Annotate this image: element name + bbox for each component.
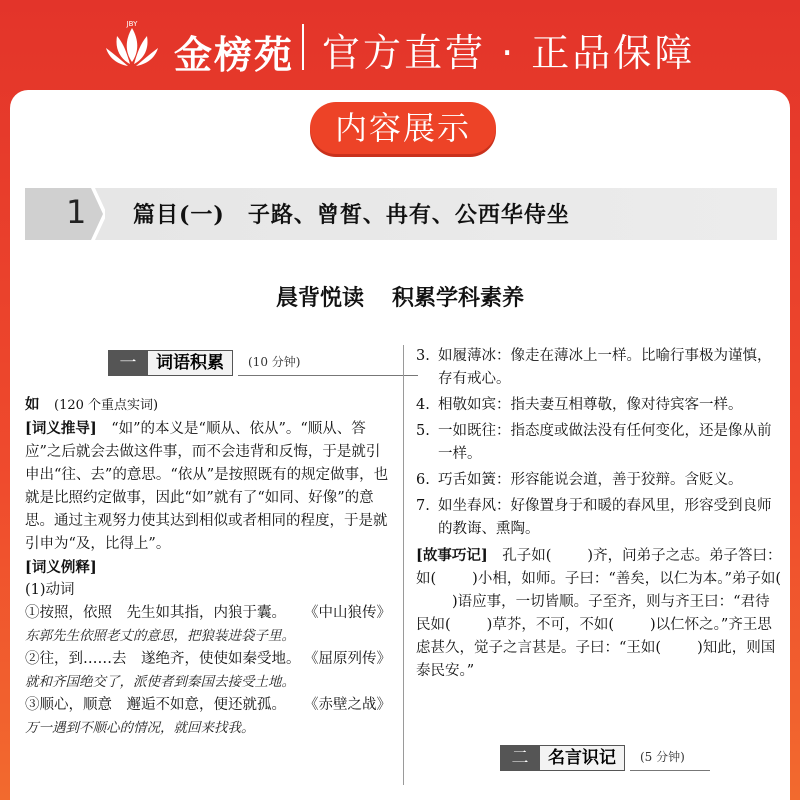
story-paragraph: [故事巧记] 孔子如( )齐，问弟子之志。弟子答曰：如( )小相，如师。子曰：“善矣，以仁为本。”弟子如()语应事，一切皆顺。子至齐，则与齐王曰：“君待民如( )草芥，不可，不如( )以仁怀之。”齐王思虑甚久，觉子之言甚是。子曰：“王如( )知此，则国泰民安。”: [416, 547, 782, 679]
part-one-rule: [238, 375, 418, 376]
part-one-time: (10 分钟): [248, 355, 301, 369]
example-2-translation: 就和齐国绝交了，派使者到秦国去接受土地。: [25, 674, 295, 690]
brand-logo-icon: [103, 18, 161, 70]
store-header: [0, 0, 800, 92]
tag-meaning-derivation: [词义推导]: [25, 420, 97, 437]
example-1-translation: 东郭先生依照老丈的意思，把狼装进袋子里。: [25, 628, 295, 644]
tag-meaning-examples: [词义例释]: [25, 559, 97, 576]
derivation-text: “如”的本义是“顺从、依从”。“顺从、答应”之后就会去做这件事，而不会违背和反悔，于是就引申出“往、去”的意思。“依从”是按照既有的规定做事，也就是比照约定做事，因此“如”就有了“如同、好像”的意思。通过主观努力使其达到相似或者相同的程度，于是就引申为“及，比得上”。: [25, 421, 389, 552]
idiom-item: 4. 相敬如宾：指夫妻互相尊敬，像对待宾客一样。: [416, 397, 743, 413]
chapter-number: 1: [66, 193, 87, 231]
key-word-note: (120 个重点实词): [54, 398, 159, 413]
part-two-title: 名言识记: [540, 745, 625, 771]
part-two-label: [500, 745, 730, 771]
left-column: [25, 393, 391, 740]
key-word: 如: [25, 396, 40, 413]
part-two-time: (5 分钟): [640, 750, 685, 764]
store-slogan: 官方直营 · 正品保障: [322, 31, 696, 75]
example-3-translation: 万一遇到不顺心的情况，就回来找我。: [25, 720, 255, 736]
section-title: [0, 281, 800, 312]
idiom-item: 7. 如坐春风：好像置身于和暖的春风里，形容受到良师的教诲、熏陶。: [416, 498, 772, 537]
right-column: [416, 345, 782, 683]
example-2-source: 《屈原列传》: [304, 651, 391, 667]
chapter-title: 篇目(一) 子路、曾皙、冉有、公西华侍坐: [133, 202, 570, 228]
part-two-rule: [630, 770, 710, 771]
part-one-label: [108, 350, 408, 376]
section-title-a: 晨背悦读: [275, 286, 364, 311]
example-1-source: 《中山狼传》: [304, 605, 391, 621]
chapter-number-tab: [25, 188, 105, 240]
example-1: ①按照，依照 先生如其指，内狼于囊。: [25, 605, 286, 621]
part-one-title: 词语积累: [148, 350, 233, 376]
section-title-b: 积累学科素养: [392, 286, 525, 311]
content-banner: 内容展示: [310, 102, 496, 154]
idiom-item: 6. 巧舌如簧：形容能说会道，善于狡辩。含贬义。: [416, 472, 743, 488]
part-two-number: 二: [500, 745, 540, 771]
logo-text: JBY: [126, 20, 138, 28]
header-divider: [302, 24, 304, 70]
example-3: ③顺心，顺意 邂逅不如意，便还就孤。: [25, 697, 286, 713]
sub-heading-verb: (1)动词: [25, 582, 75, 598]
tag-story: [故事巧记]: [416, 547, 488, 564]
idiom-item: 3. 如履薄冰：像走在薄冰上一样。比喻行事极为谨慎，存有戒心。: [416, 348, 772, 387]
idiom-item: 5. 一如既往：指态度或做法没有任何变化，还是像从前一样。: [416, 423, 772, 462]
column-divider: [403, 345, 404, 785]
example-3-source: 《赤壁之战》: [304, 697, 391, 713]
brand-name: 金榜苑: [174, 32, 295, 77]
part-one-number: 一: [108, 350, 148, 376]
example-2: ②往，到……去 遂绝齐，使使如秦受地。: [25, 651, 301, 667]
